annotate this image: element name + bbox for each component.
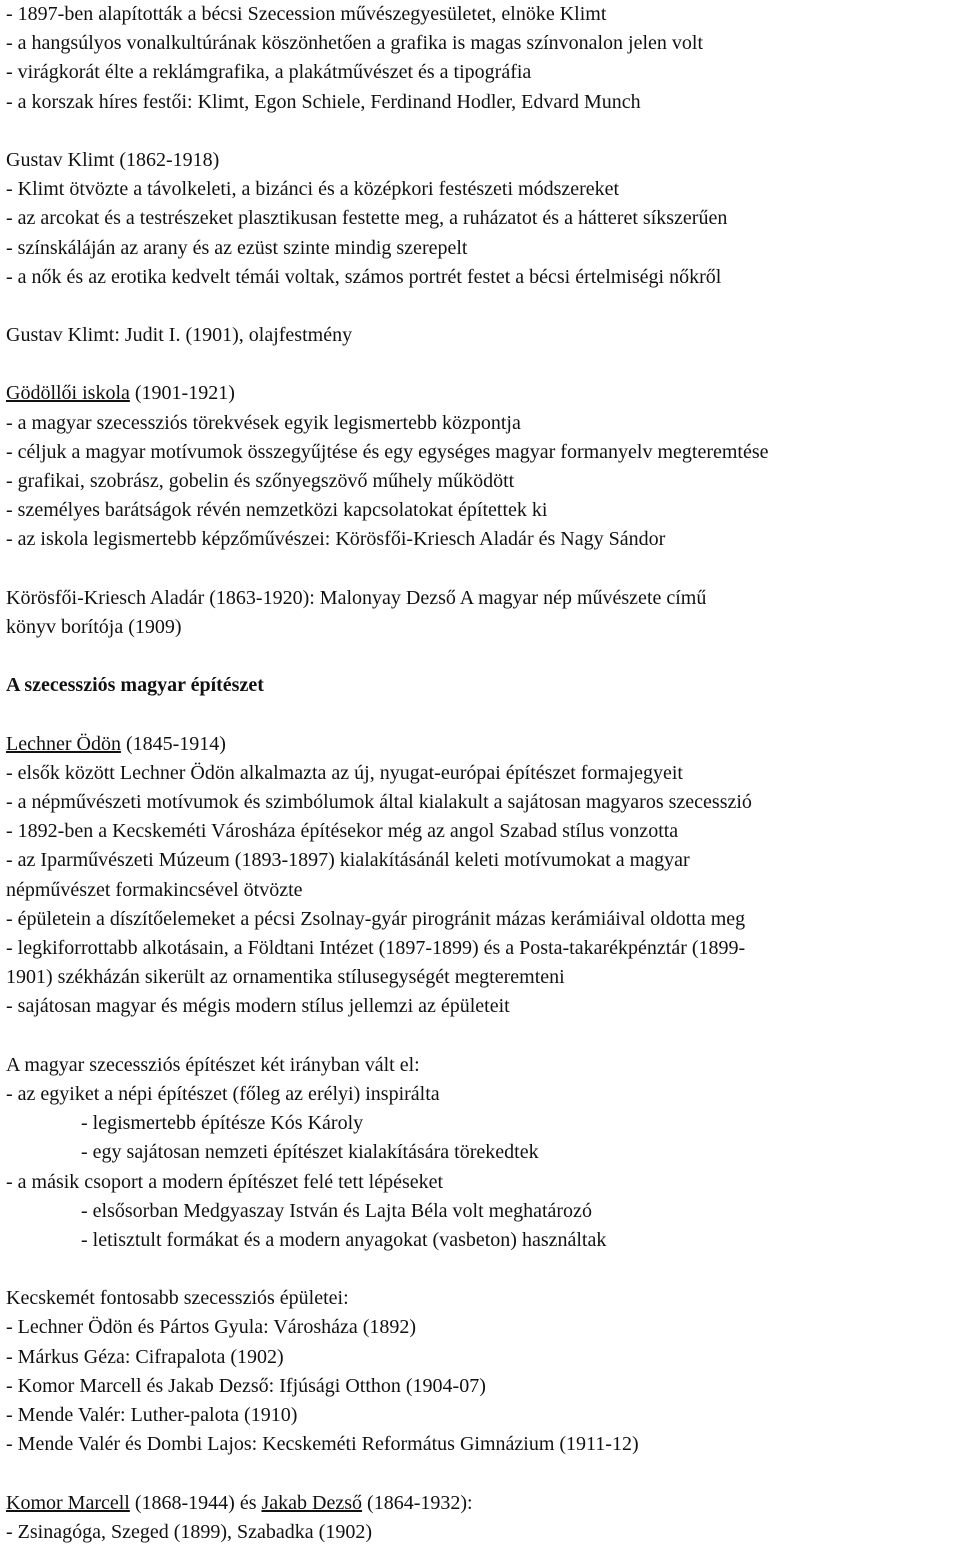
- text-line: - 1892-ben a Kecskeméti Városháza építésekor még az angol Szabad stílus vonzotta: [6, 820, 679, 843]
- text-line: - a másik csoport a modern építészet felé tett lépéseket: [6, 1170, 444, 1193]
- text-line: - a nők és az erotika kedvelt témái voltak, számos portrét festet a bécsi értelmiségi nőkről: [6, 265, 722, 288]
- lechner-heading: [6, 730, 960, 759]
- text-line: 1901) székházán sikerült az ornamentika stílusegységét megteremteni: [6, 966, 565, 989]
- text-line: - Lechner Ödön és Pártos Gyula: Városháza (1892): [6, 1316, 417, 1339]
- blank-line: [6, 701, 960, 730]
- text-line: - céljuk a magyar motívumok összegyűjtése és egy egységes magyar formanyelv megteremtése: [6, 440, 769, 463]
- blank-line: [6, 555, 960, 584]
- text-line: - az Iparművészeti Múzeum (1893-1897) kialakításánál keleti motívumokat a magyar: [6, 849, 690, 872]
- indented-line: - egy sajátosan nemzeti építészet kialakítására törekedtek: [81, 1141, 539, 1164]
- blank-line: [6, 292, 960, 321]
- text-line: - a hangsúlyos vonalkultúrának köszönhetően a grafika is magas színvonalon jelen volt: [6, 32, 704, 55]
- klimt-heading: [6, 146, 960, 175]
- komor-name: Komor Marcell: [6, 1491, 130, 1514]
- text-line: - elsők között Lechner Ödön alkalmazta az új, nyugat-európai építészet formajegyeit: [6, 761, 683, 784]
- text-line: - 1897-ben alapították a bécsi Szecession művészegyesületet, elnöke Klimt: [6, 3, 607, 25]
- klimt-name: Gustav Klimt: [6, 148, 115, 171]
- text-line: - épületein a díszítőelemeket a pécsi Zsolnay-gyár pirogránit mázas kerámiáival oldotta meg: [6, 907, 746, 930]
- indented-line: - letisztult formákat és a modern anyagokat (vasbeton) használtak: [81, 1228, 607, 1251]
- text-line: - személyes barátságok révén nemzetközi kapcsolatokat építettek ki: [6, 499, 548, 522]
- text-line: - az arcokat és a testrészeket plasztikusan festette meg, a ruházatot és a hátteret síkszerűen: [6, 207, 728, 230]
- text-line: - Mende Valér: Luther-palota (1910): [6, 1404, 298, 1426]
- godollo-dates: (1901-1921): [129, 382, 235, 405]
- blank-line: [6, 642, 960, 671]
- blank-line: [6, 1022, 960, 1051]
- komor-dates: (1868-1944) és: [129, 1491, 262, 1514]
- section-heading: A szecessziós magyar építészet: [6, 674, 264, 697]
- text-line: - sajátosan magyar és mégis modern stílus jellemzi az épületeit: [6, 995, 510, 1018]
- text-line: - Zsinagóga, Szeged (1899), Szabadka (1902): [6, 1520, 372, 1543]
- blank-line: [6, 117, 960, 146]
- text-line: Körösfői-Kriesch Aladár (1863-1920): Malonyay Dezső A magyar nép művészete című: [6, 586, 707, 609]
- godollo-heading: [6, 379, 960, 408]
- text-line: népművészet formakincsével ötvözte: [6, 878, 303, 901]
- text-line: - grafikai, szobrász, gobelin és szőnyegszövő műhely működött: [6, 470, 515, 492]
- komor-jakab-heading: [6, 1489, 960, 1518]
- jakab-dates: (1864-1932):: [362, 1491, 473, 1514]
- godollo-name: Gödöllői iskola: [6, 382, 130, 405]
- text-line: - Márkus Géza: Cifrapalota (1902): [6, 1345, 284, 1368]
- indented-line: - legismertebb építésze Kós Károly: [81, 1112, 364, 1135]
- lechner-dates: (1845-1914): [120, 732, 226, 755]
- text-line: könyv borítója (1909): [6, 615, 182, 638]
- lechner-name: Lechner Ödön: [6, 732, 121, 755]
- text-line: - színskáláján az arany és az ezüst szinte mindig szerepelt: [6, 236, 468, 259]
- text-line: A magyar szecessziós építészet két irányban vált el:: [6, 1053, 420, 1076]
- text-line: - legkiforrottabb alkotásain, a Földtani Intézet (1897-1899) és a Posta-takarékpénztár (1899-: [6, 937, 746, 959]
- blank-line: [6, 350, 960, 379]
- blank-line: [6, 1255, 960, 1284]
- text-line: - Mende Valér és Dombi Lajos: Kecskeméti Református Gimnázium (1911-12): [6, 1433, 639, 1456]
- text-line: - az iskola legismertebb képzőművészei: Körösfői-Kriesch Aladár és Nagy Sándor: [6, 528, 666, 551]
- judit-caption: Gustav Klimt: Judit I. (1901), olajfestmény: [6, 324, 353, 347]
- text-line: - a korszak híres festői: Klimt, Egon Schiele, Ferdinand Hodler, Edvard Munch: [6, 90, 641, 113]
- text-line: - a népművészeti motívumok és szimbólumok által kialakult a sajátosan magyaros szecesszió: [6, 791, 752, 814]
- text-line: - az egyiket a népi építészet (főleg az erélyi) inspirálta: [6, 1082, 440, 1105]
- text-line: - a magyar szecessziós törekvések egyik legismertebb központja: [6, 411, 521, 434]
- text-line: - Klimt ötvözte a távolkeleti, a bizánci és a középkori festészeti módszereket: [6, 178, 620, 201]
- jakab-name: Jakab Dezső: [261, 1491, 363, 1514]
- indented-line: - elsősorban Medgyaszay István és Lajta Béla volt meghatározó: [81, 1199, 592, 1222]
- text-line: - Komor Marcell és Jakab Dezső: Ifjúsági Otthon (1904-07): [6, 1374, 486, 1397]
- text-line: Kecskemét fontosabb szecessziós épületei:: [6, 1287, 349, 1310]
- blank-line: [6, 1459, 960, 1488]
- klimt-dates: (1862-1918): [114, 148, 220, 171]
- text-line: - virágkorát élte a reklámgrafika, a plakátművészet és a tipográfia: [6, 61, 532, 84]
